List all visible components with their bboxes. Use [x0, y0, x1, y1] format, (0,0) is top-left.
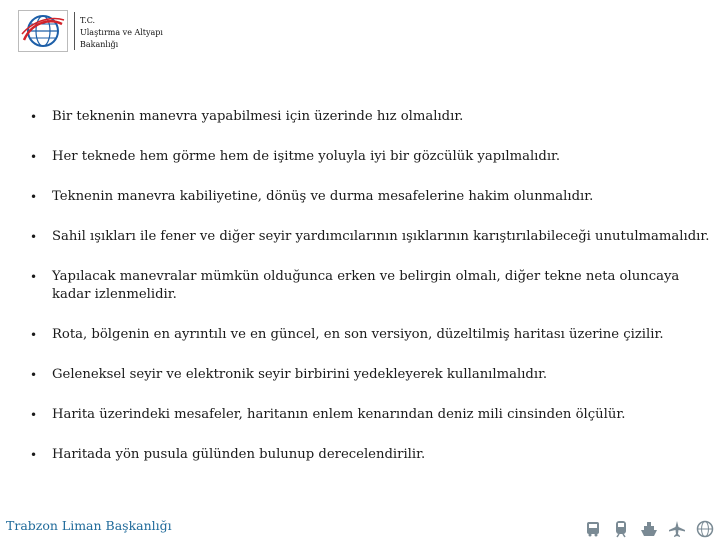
list-item [30, 108, 710, 126]
bullet-marker: • [30, 150, 38, 164]
list-item [30, 446, 710, 464]
list-item [30, 148, 710, 166]
train-icon [612, 520, 630, 538]
ministry-name [80, 15, 163, 51]
footer-organization: Trabzon Liman Başkanlığı [6, 518, 172, 533]
bullet-marker: • [30, 328, 38, 342]
footer-icons [584, 520, 714, 538]
globe-icon [696, 520, 714, 538]
list-item-text: Bir teknenin manevra yapabilmesi için üzerinde hız olmalıdır. [52, 109, 464, 124]
list-item [30, 268, 710, 304]
list-item [30, 366, 710, 384]
bus-icon [584, 520, 602, 538]
bullet-marker: • [30, 230, 38, 244]
list-item [30, 228, 710, 246]
list-item [30, 406, 710, 424]
bullet-marker: • [30, 408, 38, 422]
ministry-logo-icon [18, 10, 68, 52]
airplane-icon [668, 520, 686, 538]
bullet-marker: • [30, 190, 38, 204]
list-item-text: Teknenin manevra kabiliyetine, dönüş ve durma mesafelerine hakim olunmalıdır. [52, 189, 594, 204]
list-item [30, 326, 710, 344]
list-item-text: Her teknede hem görme hem de işitme yoluyla iyi bir gözcülük yapılmalıdır. [52, 149, 561, 164]
list-item-text: Geleneksel seyir ve elektronik seyir birbirini yedekleyerek kullanılmalıdır. [52, 367, 548, 382]
list-item-text: Haritada yön pusula gülünden bulunup derecelendirilir. [52, 447, 426, 462]
ship-icon [640, 520, 658, 538]
bullet-marker: • [30, 110, 38, 124]
list-item-text: Harita üzerindeki mesafeler, haritanın enlem kenarından deniz mili cinsinden ölçülür. [52, 407, 626, 422]
list-item [30, 188, 710, 206]
ministry-line-2: Ulaştırma ve Altyapı [80, 28, 163, 37]
header [0, 0, 720, 60]
list-item-text: Rota, bölgenin en ayrıntılı ve en güncel, en son versiyon, düzeltilmiş haritası üzerine çizilir. [52, 327, 664, 342]
list-item-text: Sahil ışıkları ile fener ve diğer seyir yardımcılarının ışıklarının karıştırılabileceği unutulmamalıdır. [52, 229, 710, 244]
ministry-line-3: Bakanlığı [80, 40, 119, 49]
bullet-list [30, 108, 710, 464]
bullet-marker: • [30, 448, 38, 462]
bullet-marker: • [30, 368, 38, 382]
ministry-line-1: T.C. [80, 16, 96, 25]
bullet-marker: • [30, 270, 38, 284]
list-item-text: Yapılacak manevralar mümkün olduğunca erken ve belirgin olmalı, diğer tekne neta oluncaya kadar izlenmelidir. [52, 269, 680, 302]
header-divider [74, 12, 75, 50]
